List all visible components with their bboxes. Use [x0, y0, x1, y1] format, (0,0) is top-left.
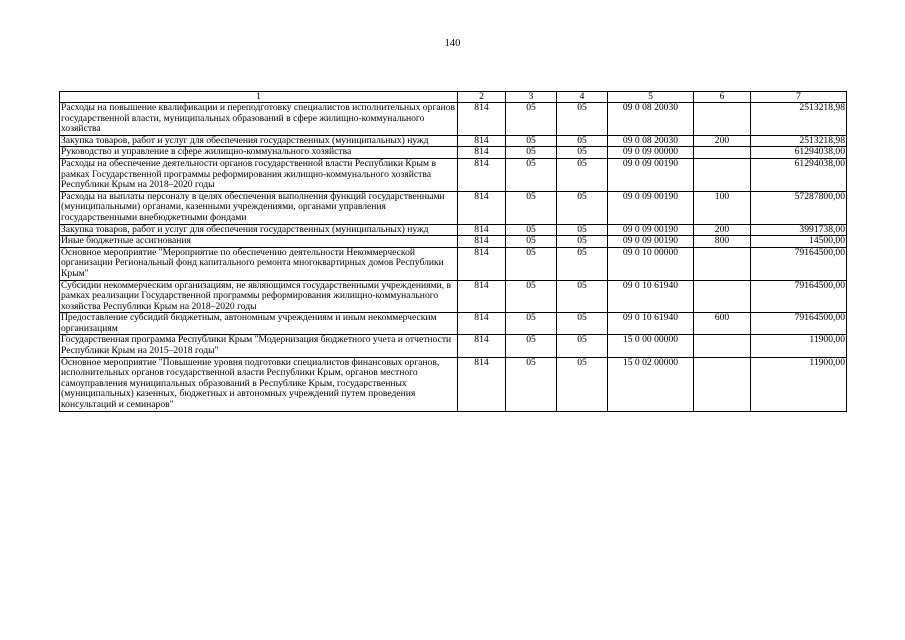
- subsection-code: 05: [557, 357, 608, 411]
- table-header-row: [60, 92, 847, 103]
- grbs-code: 814: [458, 357, 506, 411]
- amount: 14500,00: [751, 236, 847, 248]
- expense-name: Субсидии некоммерческим организациям, не являющимся государственными учреждениями, в рамках реализации Государственной программы реформирования жилищно-коммунального хозяйства Республики Крым на 2018–2020 годы: [60, 280, 458, 313]
- expense-name: Основное мероприятие "Мероприятие по обеспечению деятельности Некоммерческой организации Региональный фонд капитального ремонта многоквартирных домов Республики Крым": [60, 247, 458, 280]
- amount: 79164500,00: [751, 280, 847, 313]
- grbs-code: 814: [458, 103, 506, 136]
- grbs-code: 814: [458, 280, 506, 313]
- target-article-code: 09 0 08 20030: [608, 135, 694, 147]
- subsection-code: 05: [557, 158, 608, 191]
- expense-name: Основное мероприятие "Повышение уровня подготовки специалистов финансовых органов, исполнительных органов государственной власти Республики Крым, органов местного самоуправления муниципальных образований в Республике Крым, государственных (муниципальных) казенных, бюджетных и автономных учреждений путем проведения консультаций и семинаров": [60, 357, 458, 411]
- expense-type-code: [694, 335, 751, 357]
- section-code: 05: [506, 224, 557, 236]
- expense-type-code: 200: [694, 224, 751, 236]
- section-code: 05: [506, 335, 557, 357]
- target-article-code: 09 0 10 61940: [608, 313, 694, 335]
- expense-type-code: [694, 147, 751, 159]
- table-row: [60, 236, 847, 248]
- grbs-code: 814: [458, 158, 506, 191]
- expense-name: Закупка товаров, работ и услуг для обеспечения государственных (муниципальных) нужд: [60, 224, 458, 236]
- target-article-code: 09 0 09 00000: [608, 147, 694, 159]
- amount: 2513218,98: [751, 135, 847, 147]
- subsection-code: 05: [557, 191, 608, 224]
- subsection-code: 05: [557, 135, 608, 147]
- grbs-code: 814: [458, 135, 506, 147]
- expense-type-code: 800: [694, 236, 751, 248]
- table-row: [60, 135, 847, 147]
- section-code: 05: [506, 103, 557, 136]
- table-row: [60, 313, 847, 335]
- expense-type-code: 100: [694, 191, 751, 224]
- amount: 79164500,00: [751, 313, 847, 335]
- expense-name: Руководство и управление в сфере жилищно-коммунального хозяйства: [60, 147, 458, 159]
- expense-type-code: [694, 103, 751, 136]
- target-article-code: 09 0 08 20030: [608, 103, 694, 136]
- target-article-code: 15 0 02 00000: [608, 357, 694, 411]
- grbs-code: 814: [458, 247, 506, 280]
- table-row: [60, 103, 847, 136]
- subsection-code: 05: [557, 236, 608, 248]
- expense-name: Закупка товаров, работ и услуг для обеспечения государственных (муниципальных) нужд: [60, 135, 458, 147]
- amount: 61294038,00: [751, 147, 847, 159]
- grbs-code: 814: [458, 313, 506, 335]
- table-row: [60, 158, 847, 191]
- column-header: 1: [60, 92, 458, 103]
- target-article-code: 09 0 09 00190: [608, 224, 694, 236]
- target-article-code: 09 0 09 00190: [608, 158, 694, 191]
- target-article-code: 09 0 09 00190: [608, 236, 694, 248]
- expense-type-code: [694, 158, 751, 191]
- amount: 57287800,00: [751, 191, 847, 224]
- section-code: 05: [506, 247, 557, 280]
- expense-type-code: [694, 357, 751, 411]
- target-article-code: 09 0 09 00190: [608, 191, 694, 224]
- budget-table: [59, 91, 847, 412]
- subsection-code: 05: [557, 313, 608, 335]
- expense-name: Расходы на выплаты персоналу в целях обеспечения выполнения функций государственными (муниципальными) органами, казенными учреждениями, органами управления государственными внебюджетными фондами: [60, 191, 458, 224]
- column-header: 6: [694, 92, 751, 103]
- section-code: 05: [506, 357, 557, 411]
- target-article-code: 09 0 10 61940: [608, 280, 694, 313]
- amount: 61294038,00: [751, 158, 847, 191]
- section-code: 05: [506, 147, 557, 159]
- section-code: 05: [506, 236, 557, 248]
- column-header: 7: [751, 92, 847, 103]
- amount: 79164500,00: [751, 247, 847, 280]
- column-header: 3: [506, 92, 557, 103]
- subsection-code: 05: [557, 224, 608, 236]
- expense-type-code: 600: [694, 313, 751, 335]
- subsection-code: 05: [557, 280, 608, 313]
- amount: 2513218,98: [751, 103, 847, 136]
- table-row: [60, 357, 847, 411]
- table-row: [60, 280, 847, 313]
- expense-name: Иные бюджетные ассигнования: [60, 236, 458, 248]
- amount: 3991738,00: [751, 224, 847, 236]
- target-article-code: 09 0 10 00000: [608, 247, 694, 280]
- section-code: 05: [506, 158, 557, 191]
- page-number: 140: [444, 38, 461, 49]
- target-article-code: 15 0 00 00000: [608, 335, 694, 357]
- column-header: 4: [557, 92, 608, 103]
- expense-type-code: [694, 280, 751, 313]
- subsection-code: 05: [557, 335, 608, 357]
- subsection-code: 05: [557, 103, 608, 136]
- section-code: 05: [506, 135, 557, 147]
- expense-type-code: [694, 247, 751, 280]
- column-header: 2: [458, 92, 506, 103]
- amount: 11900,00: [751, 335, 847, 357]
- grbs-code: 814: [458, 224, 506, 236]
- grbs-code: 814: [458, 147, 506, 159]
- section-code: 05: [506, 280, 557, 313]
- grbs-code: 814: [458, 335, 506, 357]
- table-row: [60, 147, 847, 159]
- grbs-code: 814: [458, 191, 506, 224]
- expense-type-code: 200: [694, 135, 751, 147]
- column-header: 5: [608, 92, 694, 103]
- expense-name: Расходы на обеспечение деятельности органов государственной власти Республики Крым в рамках Государственной программы реформирования жилищно-коммунального хозяйства Республики Крым на 2018–2020 годы: [60, 158, 458, 191]
- table-row: [60, 335, 847, 357]
- section-code: 05: [506, 191, 557, 224]
- section-code: 05: [506, 313, 557, 335]
- grbs-code: 814: [458, 236, 506, 248]
- expense-name: Предоставление субсидий бюджетным, автономным учреждениям и иным некоммерческим организациям: [60, 313, 458, 335]
- expense-name: Государственная программа Республики Крым "Модернизация бюджетного учета и отчетности Республики Крым на 2015–2018 годы": [60, 335, 458, 357]
- amount: 11900,00: [751, 357, 847, 411]
- subsection-code: 05: [557, 247, 608, 280]
- expense-name: Расходы на повышение квалификации и переподготовку специалистов исполнительных органов государственной власти, муниципальных образований в сфере жилищно-коммунального хозяйства: [60, 103, 458, 136]
- table-row: [60, 224, 847, 236]
- table-row: [60, 191, 847, 224]
- table-row: [60, 247, 847, 280]
- subsection-code: 05: [557, 147, 608, 159]
